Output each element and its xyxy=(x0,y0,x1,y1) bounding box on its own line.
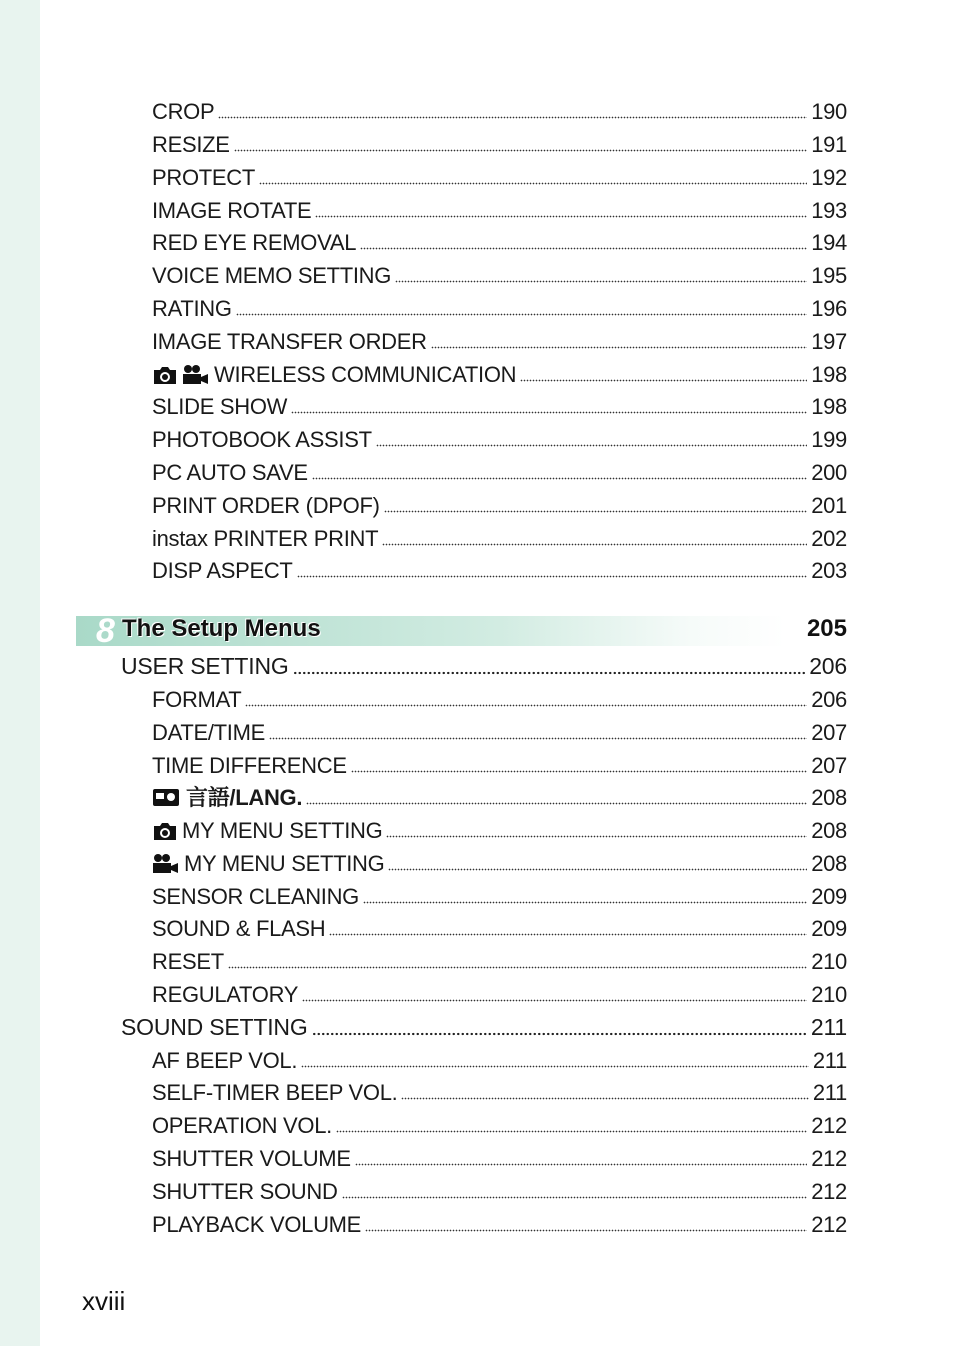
toc-entry[interactable] xyxy=(152,554,847,587)
toc-entry[interactable] xyxy=(152,683,847,716)
toc-entry-page: 212 xyxy=(811,1178,847,1204)
toc-entry[interactable] xyxy=(152,292,847,325)
toc-entry-page: 199 xyxy=(811,426,847,452)
movie-camera-icon xyxy=(152,853,180,875)
toc-entry[interactable] xyxy=(152,456,847,489)
toc-entry-label: SOUND & FLASH xyxy=(152,915,326,941)
page-folio: xviii xyxy=(82,1286,126,1316)
toc-entry-page: 210 xyxy=(811,948,847,974)
toc-entry-page: 198 xyxy=(811,361,847,387)
leader-dots xyxy=(312,476,807,480)
toc-entry-label: MY MENU SETTING xyxy=(184,850,385,876)
toc-entry-page: 206 xyxy=(811,686,847,712)
toc-entry-page: 207 xyxy=(811,752,847,778)
leader-dots xyxy=(306,801,807,805)
leader-dots xyxy=(297,574,808,578)
leader-dots xyxy=(401,1096,808,1100)
toc-entry-label: CROP xyxy=(152,98,215,124)
toc-entry-page: 193 xyxy=(811,197,847,223)
leader-dots xyxy=(388,867,807,871)
leader-dots xyxy=(351,769,807,773)
toc-entry[interactable] xyxy=(152,390,847,423)
toc-entry[interactable] xyxy=(152,128,847,161)
toc-entry[interactable] xyxy=(152,781,847,814)
toc-entry-label: MY MENU SETTING xyxy=(182,817,383,843)
leader-dots xyxy=(293,671,806,675)
leader-dots xyxy=(228,965,807,969)
toc-entry[interactable] xyxy=(152,1175,847,1208)
toc-entry[interactable] xyxy=(152,423,847,456)
toc-entry-label: SHUTTER SOUND xyxy=(152,1178,338,1204)
toc-entry-page: 211 xyxy=(812,1079,847,1105)
toc-main-entry-sound-setting[interactable] xyxy=(121,1011,847,1044)
toc-entry-page: 203 xyxy=(811,557,847,583)
toc-entry[interactable] xyxy=(152,945,847,978)
toc-entry[interactable] xyxy=(152,716,847,749)
toc-entry-page: 212 xyxy=(811,1112,847,1138)
leader-dots xyxy=(355,1162,807,1166)
leader-dots xyxy=(386,834,807,838)
toc-entry[interactable] xyxy=(152,325,847,358)
toc-entry[interactable] xyxy=(152,847,847,880)
toc-entry-page: 208 xyxy=(811,817,847,843)
toc-entry[interactable] xyxy=(152,1208,847,1241)
leader-dots xyxy=(431,345,807,349)
toc-entry-label: SLIDE SHOW xyxy=(152,393,288,419)
toc-entry[interactable] xyxy=(152,194,847,227)
toc-entry-page: 198 xyxy=(811,393,847,419)
leader-dots xyxy=(342,1195,808,1199)
toc-entry-label: REGULATORY xyxy=(152,981,299,1007)
toc-entry-label: PHOTOBOOK ASSIST xyxy=(152,426,372,452)
toc-entry-label: FORMAT xyxy=(152,686,242,712)
toc-entry[interactable] xyxy=(152,161,847,194)
leader-dots xyxy=(395,279,807,283)
leader-dots xyxy=(301,1064,809,1068)
toc-entry[interactable] xyxy=(152,978,847,1011)
leader-dots xyxy=(382,542,807,546)
toc-entry-label: SOUND SETTING xyxy=(121,1014,308,1040)
toc-entry-page: 207 xyxy=(811,719,847,745)
toc-entry-label: DISP ASPECT xyxy=(152,557,293,583)
toc-entry-label: PC AUTO SAVE xyxy=(152,459,308,485)
toc-entry-label: SHUTTER VOLUME xyxy=(152,1145,351,1171)
toc-entry-label: IMAGE TRANSFER ORDER xyxy=(152,328,427,354)
toc-main-entry-user-setting[interactable] xyxy=(121,650,847,683)
toc-entry-label: RESIZE xyxy=(152,131,230,157)
toc-entry-label: PROTECT xyxy=(152,164,256,190)
toc-entry-page: 192 xyxy=(811,164,847,190)
toc-entry-label: AF BEEP VOL. xyxy=(152,1047,298,1073)
toc-entry-page: 191 xyxy=(811,131,847,157)
leader-dots xyxy=(376,443,807,447)
toc-entry-label: VOICE MEMO SETTING xyxy=(152,262,392,288)
toc-entry-label-group xyxy=(152,817,383,843)
leader-dots xyxy=(245,703,807,707)
toc-entry-label: WIRELESS COMMUNICATION xyxy=(214,361,517,387)
leader-dots xyxy=(234,148,808,152)
section-number: 8 xyxy=(96,612,115,650)
leader-dots xyxy=(363,900,807,904)
toc-entry-page: 209 xyxy=(811,915,847,941)
toc-entry[interactable] xyxy=(152,226,847,259)
toc-entry[interactable] xyxy=(152,1142,847,1175)
toc-entry-label: RATING xyxy=(152,295,232,321)
toc-entry-label-group xyxy=(152,361,517,387)
leader-dots xyxy=(365,1228,807,1232)
camera-icon xyxy=(152,820,178,842)
toc-entry[interactable] xyxy=(152,749,847,782)
leader-dots xyxy=(336,1129,807,1133)
toc-entry[interactable] xyxy=(152,1109,847,1142)
toc-entry[interactable] xyxy=(152,95,847,128)
toc-entry-page: 208 xyxy=(811,784,847,810)
toc-entry[interactable] xyxy=(152,1044,847,1077)
toc-entry-page: 202 xyxy=(811,525,847,551)
toc-entry[interactable] xyxy=(152,880,847,913)
toc-entry-page: 201 xyxy=(811,492,847,518)
side-strip xyxy=(0,0,40,1346)
toc-entry-page: 212 xyxy=(811,1145,847,1171)
leader-dots xyxy=(236,312,808,316)
movie-camera-icon xyxy=(182,364,210,386)
toc-entry[interactable] xyxy=(152,1076,847,1109)
toc-entry-page: 212 xyxy=(811,1211,847,1237)
leader-dots xyxy=(384,509,808,513)
toc-entry-label: 言語/LANG. xyxy=(186,784,303,810)
leader-dots xyxy=(302,998,807,1002)
toc-entry-page: 195 xyxy=(811,262,847,288)
toc-entry-label: SENSOR CLEANING xyxy=(152,883,359,909)
toc-entry-page: 194 xyxy=(811,229,847,255)
toc-entry-page: 210 xyxy=(811,981,847,1007)
leader-dots xyxy=(312,1032,807,1036)
toc-entry-page: 200 xyxy=(811,459,847,485)
leader-dots xyxy=(291,410,807,414)
toc-entry[interactable] xyxy=(152,912,847,945)
toc-entry-label: TIME DIFFERENCE xyxy=(152,752,347,778)
leader-dots xyxy=(269,736,807,740)
toc-entry-page: 211 xyxy=(810,1014,847,1040)
toc-entry-page: 197 xyxy=(811,328,847,354)
toc-entry-page: 209 xyxy=(811,883,847,909)
toc-entry-page: 208 xyxy=(811,850,847,876)
toc-entry[interactable] xyxy=(152,358,847,391)
leader-dots xyxy=(259,181,807,185)
leader-dots xyxy=(360,246,807,250)
section-title[interactable]: The Setup Menus xyxy=(122,615,321,642)
toc-entry[interactable] xyxy=(152,522,847,555)
toc-entry-label: RED EYE REMOVAL xyxy=(152,229,357,255)
toc-entry-label: PRINT ORDER (DPOF) xyxy=(152,492,380,518)
camera-icon xyxy=(152,364,178,386)
toc-entry-page: 190 xyxy=(811,98,847,124)
toc-entry-page: 196 xyxy=(811,295,847,321)
toc-entry-page: 211 xyxy=(812,1047,847,1073)
toc-entry-label: SELF-TIMER BEEP VOL. xyxy=(152,1079,398,1105)
toc-entry-label: OPERATION VOL. xyxy=(152,1112,332,1138)
toc-entry-label-group xyxy=(152,850,385,876)
leader-dots xyxy=(218,115,807,119)
toc-entry-label: USER SETTING xyxy=(121,653,289,679)
section-page: 205 xyxy=(806,615,847,642)
toc-entry[interactable] xyxy=(152,259,847,292)
toc-entry-label: DATE/TIME xyxy=(152,719,266,745)
toc-entry-label: PLAYBACK VOLUME xyxy=(152,1211,362,1237)
speech-bubble-icon xyxy=(152,787,182,809)
toc-entry-page: 206 xyxy=(809,653,847,679)
leader-dots xyxy=(329,932,807,936)
toc-entry-label-group xyxy=(152,784,303,810)
toc-entry[interactable] xyxy=(152,814,847,847)
toc-entry-label: RESET xyxy=(152,948,224,974)
toc-entry-label: IMAGE ROTATE xyxy=(152,197,312,223)
leader-dots xyxy=(315,214,807,218)
leader-dots xyxy=(520,378,807,382)
toc-entry[interactable] xyxy=(152,489,847,522)
toc-entry-label: instax PRINTER PRINT xyxy=(152,525,379,551)
